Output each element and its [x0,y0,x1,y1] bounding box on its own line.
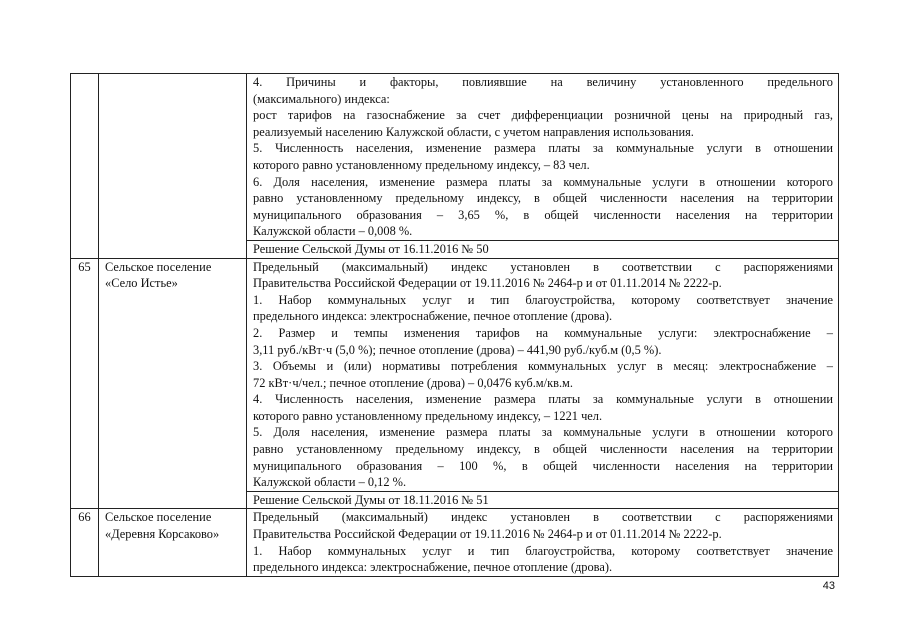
description-line: Правительства Российской Федерации от 19.11.2016 № 2464-р и от 01.11.2014 № 2222-р. [253,276,722,291]
description-line: Предельный (максимальный) индекс установлен в соответствии с распоряжениями [253,259,833,274]
row-number [71,74,99,259]
description-line: (максимального) индекса: [253,91,390,106]
description-line: Предельный (максимальный) индекс установлен в соответствии с распоряжениями [253,510,833,525]
page-number: 43 [822,580,835,592]
description-line: предельного индекса: электроснабжение, печное отопление (дрова). [253,309,613,324]
duma-decision: Решение Сельской Думы от 18.11.2016 № 51 [247,491,838,509]
settlement-name-cell [99,74,247,259]
description-line: муниципального образования – 3,65 %, в общей численности населения на территории [253,207,833,222]
description-line: 3,11 руб./кВт·ч (5,0 %); печное отопление (дрова) – 441,90 руб./куб.м (0,5 %). [253,342,662,357]
description-line: Правительства Российской Федерации от 19.11.2016 № 2464-р и от 01.11.2014 № 2222-р. [253,527,722,542]
description-line: 3. Объемы и (или) нормативы потребления коммунальных услуг в месяц: электроснабжение – [253,359,833,374]
row-number: 65 [71,258,99,509]
description-line: муниципального образования – 100 %, в общей численности населения на территории [253,458,833,473]
index-description-cell [247,509,839,576]
table-body [71,74,839,577]
description-line: 2. Размер и темпы изменения тарифов на коммунальные услуги: электроснабжение – [253,325,833,340]
index-description-cell [247,74,839,259]
settlement-name-line: «Село Истье» [105,276,178,291]
description-line: рост тарифов на газоснабжение за счет дифференциации розничной цены на природный газ, [253,108,833,123]
description-line: равно установленному предельному индексу, в общей численности населения на территории [253,442,833,457]
description-line: Калужской области – 0,12 %. [253,475,407,490]
description-line: 5. Численность населения, изменение размера платы за коммунальные услуги в отношении [253,141,833,156]
description-line: равно установленному предельному индексу, в общей численности населения на территории [253,191,833,206]
description-line: реализуемый населению Калужской области, с учетом направления использования. [253,124,694,139]
index-description-cell [247,258,839,509]
description-line: 1. Набор коммунальных услуг и тип благоустройства, которому соответствует значение [253,292,833,307]
tariff-index-table [70,73,839,577]
description-line: которого равно установленному предельному индексу, – 83 чел. [253,157,590,172]
table-row [71,74,839,259]
duma-decision: Решение Сельской Думы от 16.11.2016 № 50 [247,240,838,258]
description-line: 72 кВт·ч/чел.; печное отопление (дрова) – 0,0476 куб.м/кв.м. [253,375,573,390]
description-line: Калужской области – 0,008 %. [253,224,413,239]
settlement-name-cell [99,509,247,576]
settlement-name-line: Сельское поселение [105,259,212,274]
description-line: 6. Доля населения, изменение размера платы за коммунальные услуги в отношении которого [253,174,833,189]
settlement-name-cell [99,258,247,509]
description-line: 5. Доля населения, изменение размера платы за коммунальные услуги в отношении которого [253,425,833,440]
description-line: предельного индекса: электроснабжение, печное отопление (дрова). [253,560,613,575]
description-line: 1. Набор коммунальных услуг и тип благоустройства, которому соответствует значение [253,543,833,558]
table-row [71,258,839,509]
description-line: 4. Численность населения, изменение размера платы за коммунальные услуги в отношении [253,392,833,407]
settlement-name-line: «Деревня Корсаково» [105,527,220,542]
settlement-name-line: Сельское поселение [105,510,212,525]
description-line: которого равно установленному предельному индексу, – 1221 чел. [253,408,603,423]
description-line: 4. Причины и факторы, повлиявшие на величину установленного предельного [253,75,833,89]
row-number: 66 [71,509,99,576]
table-row [71,509,839,576]
